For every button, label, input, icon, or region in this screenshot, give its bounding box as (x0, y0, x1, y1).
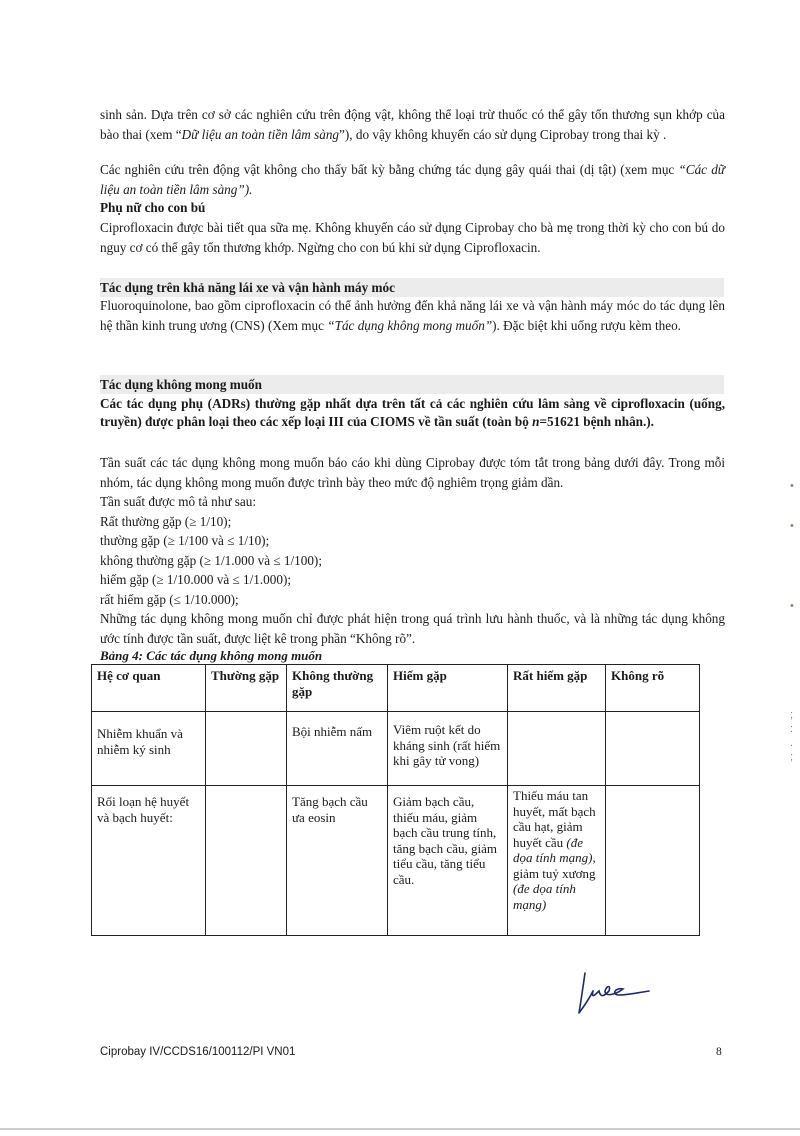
table-header-row (92, 665, 700, 712)
column-header: Không rõ (606, 665, 700, 712)
column-header: Hiếm gặp (388, 665, 508, 712)
table-cell (206, 786, 287, 936)
heading-adverse-effects: Tác dụng không mong muốn (100, 375, 724, 394)
scan-edge-mark: ; : . ; (790, 709, 794, 763)
table-cell: Bội nhiễm nấm (287, 712, 388, 786)
paragraph-driving: Fluoroquinolone, bao gồm ciprofloxacin có thể ảnh hưởng đến khả năng lái xe và vận hành máy móc do tác dụng lên hệ thần kinh trung ương (CNS) (Xem mục “Tác dụng không mong muốn”). Đặc biệt khi uống rượu kèm theo. (100, 298, 725, 333)
scan-edge-mark: • (790, 520, 794, 532)
paragraph-breastfeeding: Ciprofloxacin được bài tiết qua sữa mẹ. Không khuyến cáo sử dụng Ciprobay cho bà mẹ trong thời kỳ cho con bú do nguy cơ có thể gây tổn thương khớp. Ngừng cho con bú khi sử dụng Ciprofloxacin. (100, 220, 725, 255)
footer-page-number: 8 (716, 1046, 722, 1058)
paragraph-teratogenic: Các nghiên cứu trên động vật không cho thấy bất kỳ bằng chứng tác dụng gây quái thai (dị tật) (xem mục “Các dữ liệu an toàn tiền lâm sàng”). (100, 162, 725, 197)
frequency-intro: Tần suất được mô tả như sau: (100, 494, 257, 509)
handwritten-signature (575, 965, 655, 1030)
table-row (92, 712, 700, 786)
adverse-effects-table (91, 664, 700, 936)
table-cell: Tăng bạch cầu ưa eosin (287, 786, 388, 936)
footer-document-id: Ciprobay IV/CCDS16/100112/PI VN01 (100, 1046, 296, 1058)
table-cell: Giảm bạch cầu, thiếu máu, giảm bạch cầu trung tính, tăng bạch cầu, giảm tiểu cầu, tăng tiểu cầu. (388, 786, 508, 936)
frequency-item: hiếm gặp (≥ 1/10.000 và ≤ 1/1.000); (100, 572, 292, 587)
table-cell (606, 786, 700, 936)
bottom-divider (0, 1128, 800, 1130)
scan-edge-mark: • (790, 480, 794, 492)
column-header: Hệ cơ quan (92, 665, 206, 712)
table-cell: Rối loạn hệ huyết và bạch huyết: (92, 786, 206, 936)
table-row (92, 786, 700, 936)
frequency-item: thường gặp (≥ 1/100 và ≤ 1/10); (100, 533, 270, 548)
table-cell (508, 712, 606, 786)
heading-breastfeeding: Phụ nữ cho con bú (100, 200, 206, 215)
frequency-item: không thường gặp (≥ 1/1.000 và ≤ 1/100); (100, 553, 322, 568)
table-cell (206, 712, 287, 786)
scan-edge-mark: • (790, 600, 794, 612)
table-caption: Bảng 4: Các tác dụng không mong muốn (100, 648, 323, 663)
table-cell: Nhiễm khuẩn và nhiễm ký sinh (92, 712, 206, 786)
column-header: Rất hiếm gặp (508, 665, 606, 712)
frequency-item: rất hiếm gặp (≤ 1/10.000); (100, 592, 239, 607)
paragraph-unknown-frequency: Những tác dụng không mong muốn chỉ được phát hiện trong quá trình lưu hành thuốc, và là những tác dụng không ước tính được tần suất, được liệt kê trong phần “Không rõ”. (100, 611, 725, 646)
heading-driving: Tác dụng trên khả năng lái xe và vận hành máy móc (100, 278, 724, 297)
table-cell (606, 712, 700, 786)
paragraph-frequency-summary: Tần suất các tác dụng không mong muốn báo cáo khi dùng Ciprobay được tóm tắt trong bảng dưới đây. Trong mỗi nhóm, tác dụng không mong muốn được trình bày theo mức độ nghiêm trọng giảm dần. (100, 455, 725, 490)
paragraph-adverse-summary: Các tác dụng phụ (ADRs) thường gặp nhất dựa trên tất cả các nghiên cứu lâm sàng về ciprofloxacin (uống, truyền) được phân loại theo các xếp loại III của CIOMS về tần suất (toàn bộ n=51621 bệnh nhân.). (100, 396, 725, 429)
table-cell: Viêm ruột kết do kháng sinh (rất hiếm khi gây tử vong) (388, 712, 508, 786)
table-cell: Thiếu máu tan huyết, mất bạch cầu hạt, giảm huyết cầu (đe dọa tính mạng), giảm tuỷ xương (đe dọa tính mạng) (508, 786, 606, 936)
column-header: Thường gặp (206, 665, 287, 712)
frequency-item: Rất thường gặp (≥ 1/10); (100, 514, 232, 529)
column-header: Không thường gặp (287, 665, 388, 712)
paragraph-pregnancy: sinh sản. Dựa trên cơ sở các nghiên cứu trên động vật, không thể loại trừ thuốc có thể gây tổn thương sụn khớp của bào thai (xem “Dữ liệu an toàn tiền lâm sàng”), do vậy không khuyến cáo sử dụng Ciprobay trong thai kỳ . (100, 107, 725, 142)
